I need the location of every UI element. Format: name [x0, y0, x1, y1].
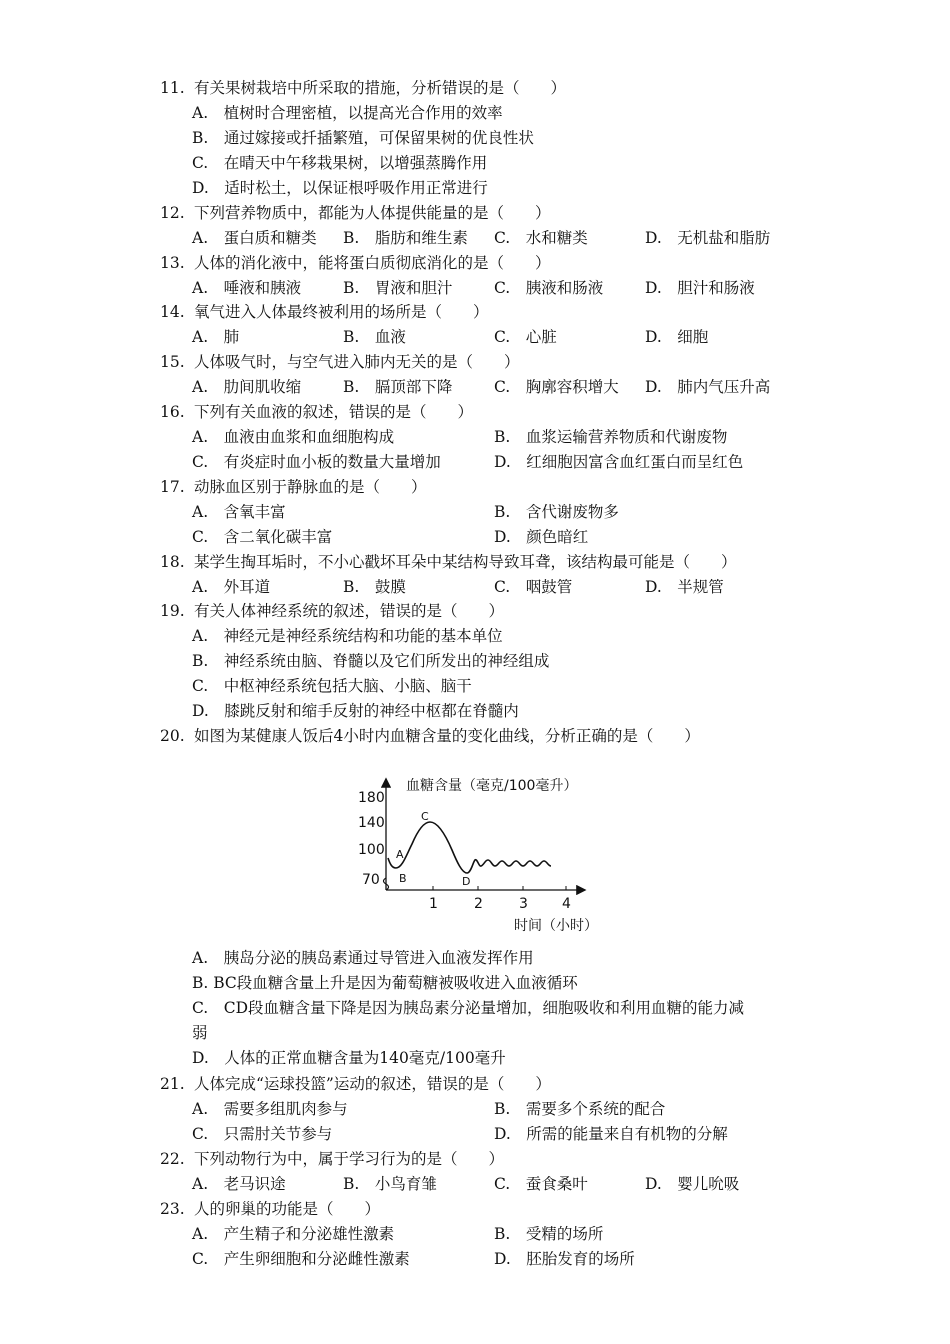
- option: C. 只需肘关节参与: [192, 1125, 333, 1143]
- option: B. 含代谢废物多: [494, 503, 619, 521]
- option: D. 胆汁和肠液: [645, 279, 755, 297]
- x-tick: 4: [562, 896, 571, 912]
- question-stem: 下列动物行为中，属于学习行为的是（ ）: [194, 1150, 505, 1168]
- x-tick: 2: [474, 896, 483, 912]
- option: D. 肺内气压升高: [645, 378, 771, 396]
- blood-sugar-curve: [388, 822, 551, 873]
- question-16: [160, 402, 473, 422]
- question-number: 11.: [160, 79, 185, 97]
- option: B. 受精的场所: [494, 1225, 604, 1243]
- option: D. 婴儿吮吸: [645, 1175, 740, 1193]
- option: D. 胚胎发育的场所: [494, 1250, 635, 1268]
- option: A. 需要多组肌肉参与: [192, 1100, 348, 1118]
- option: A. 肋间肌收缩: [192, 378, 302, 396]
- option: D. 颜色暗红: [494, 528, 589, 546]
- question-number: 12.: [160, 204, 185, 222]
- option: A. 神经元是神经系统结构和功能的基本单位: [192, 627, 503, 645]
- option: B. 胃液和胆汁: [343, 279, 453, 297]
- option: D. 无机盐和脂肪: [645, 229, 771, 247]
- option: C. 胰液和肠液: [494, 279, 604, 297]
- option: C. 咽鼓管: [494, 578, 573, 596]
- option: B. 血液: [343, 328, 406, 346]
- option: C. 心脏: [494, 328, 557, 346]
- question-12: [160, 203, 551, 223]
- option: D. 所需的能量来自有机物的分解: [494, 1125, 728, 1143]
- option: A. 产生精子和分泌雄性激素: [192, 1225, 395, 1243]
- option: C. 在晴天中午移栽果树，以增强蒸腾作用: [192, 154, 488, 172]
- option: D. 红细胞因富含血红蛋白而呈红色: [494, 453, 744, 471]
- option: C. 产生卵细胞和分泌雌性激素: [192, 1250, 410, 1268]
- x-axis-label: 时间（小时）: [514, 918, 598, 934]
- question-number: 13.: [160, 254, 185, 272]
- question-number: 17.: [160, 478, 185, 496]
- question-11: [160, 78, 566, 98]
- question-number: 14.: [160, 303, 185, 321]
- question-number: 15.: [160, 353, 185, 371]
- option: B. 血浆运输营养物质和代谢废物: [494, 428, 728, 446]
- y-tick: 180: [358, 790, 385, 806]
- option: A. 植树时合理密植，以提高光合作用的效率: [192, 104, 503, 122]
- option: B. 神经系统由脑、脊髓以及它们所发出的神经组成: [192, 652, 550, 670]
- option: C. 中枢神经系统包括大脑、小脑、脑干: [192, 677, 472, 695]
- question-21: [160, 1074, 551, 1094]
- question-stem: 人体的消化液中，能将蛋白质彻底消化的是（ ）: [194, 254, 551, 272]
- option: C. 蚕食桑叶: [494, 1175, 588, 1193]
- question-stem: 人的卵巢的功能是（ ）: [194, 1200, 381, 1218]
- x-tick: 3: [519, 896, 528, 912]
- question-number: 19.: [160, 602, 185, 620]
- question-stem: 氧气进入人体最终被利用的场所是（ ）: [194, 303, 489, 321]
- question-14: [160, 302, 489, 322]
- question-19: [160, 601, 504, 621]
- option: D. 人体的正常血糖含量为140毫克/100毫升: [192, 1049, 506, 1067]
- option: B. 小鸟育雏: [343, 1175, 437, 1193]
- question-stem: 如图为某健康人饭后4小时内血糖含量的变化曲线，分析正确的是（ ）: [194, 727, 700, 745]
- option: C. 水和糖类: [494, 229, 588, 247]
- option: A. 肺: [192, 328, 240, 346]
- y-tick: 140: [358, 815, 385, 831]
- option: D. 半规管: [645, 578, 724, 596]
- option: A. 老马识途: [192, 1175, 286, 1193]
- question-15: [160, 352, 520, 372]
- option: A. 含氧丰富: [192, 503, 286, 521]
- point-label-a: A: [396, 848, 404, 861]
- question-22: [160, 1149, 504, 1169]
- option: B. 膈顶部下降: [343, 378, 453, 396]
- question-13: [160, 253, 551, 273]
- question-stem: 有关果树栽培中所采取的措施，分析错误的是（ ）: [194, 79, 567, 97]
- option: D. 适时松土，以保证根呼吸作用正常进行: [192, 179, 488, 197]
- option: C. CD段血糖含量下降是因为胰岛素分泌量增加，细胞吸收和利用血糖的能力减: [192, 999, 745, 1017]
- option: B. 鼓膜: [343, 578, 406, 596]
- y-tick: 100: [358, 842, 385, 858]
- question-20: [160, 726, 700, 746]
- question-stem: 动脉血区别于静脉血的是（ ）: [194, 478, 427, 496]
- option: A. 外耳道: [192, 578, 271, 596]
- blood-sugar-curve-diagram: [354, 770, 604, 940]
- option-continuation: 弱: [192, 1024, 208, 1042]
- y-axis-label: 血糖含量（毫克/100毫升）: [406, 778, 578, 794]
- option: A. 血液由血浆和血细胞构成: [192, 428, 395, 446]
- question-number: 23.: [160, 1200, 185, 1218]
- option: D. 膝跳反射和缩手反射的神经中枢都在脊髓内: [192, 702, 519, 720]
- question-stem: 人体完成“运球投篮”运动的叙述，错误的是（ ）: [194, 1075, 551, 1093]
- option: C. 有炎症时血小板的数量大量增加: [192, 453, 441, 471]
- question-number: 22.: [160, 1150, 185, 1168]
- option: A. 唾液和胰液: [192, 279, 302, 297]
- question-stem: 人体吸气时，与空气进入肺内无关的是（ ）: [194, 353, 520, 371]
- point-label-d: D: [462, 875, 471, 888]
- question-number: 18.: [160, 553, 185, 571]
- option: B. 需要多个系统的配合: [494, 1100, 666, 1118]
- question-stem: 某学生掏耳垢时，不小心戳坏耳朵中某结构导致耳聋，该结构最可能是（ ）: [194, 553, 737, 571]
- option: C. 胸廓容积增大: [494, 378, 619, 396]
- question-stem: 下列有关血液的叙述，错误的是（ ）: [194, 403, 474, 421]
- question-number: 21.: [160, 1075, 185, 1093]
- x-tick: 1: [429, 896, 438, 912]
- option: C. 含二氧化碳丰富: [192, 528, 333, 546]
- option: B. 通过嫁接或扦插繁殖，可保留果树的优良性状: [192, 129, 534, 147]
- question-number: 16.: [160, 403, 185, 421]
- question-stem: 有关人体神经系统的叙述，错误的是（ ）: [194, 602, 505, 620]
- question-17: [160, 477, 427, 497]
- blood-sugar-figure: [354, 770, 604, 940]
- y-tick: 70: [362, 872, 380, 888]
- question-18: [160, 552, 737, 572]
- option: B. BC段血糖含量上升是因为葡萄糖被吸收进入血液循环: [192, 974, 578, 992]
- point-label-c: C: [421, 810, 429, 823]
- option: A. 蛋白质和糖类: [192, 229, 317, 247]
- option: B. 脂肪和维生素: [343, 229, 468, 247]
- option: A. 胰岛分泌的胰岛素通过导管进入血液发挥作用: [192, 949, 534, 967]
- question-number: 20.: [160, 727, 185, 745]
- option: D. 细胞: [645, 328, 709, 346]
- question-stem: 下列营养物质中，都能为人体提供能量的是（ ）: [194, 204, 551, 222]
- point-label-b: B: [399, 872, 407, 885]
- question-23: [160, 1199, 380, 1219]
